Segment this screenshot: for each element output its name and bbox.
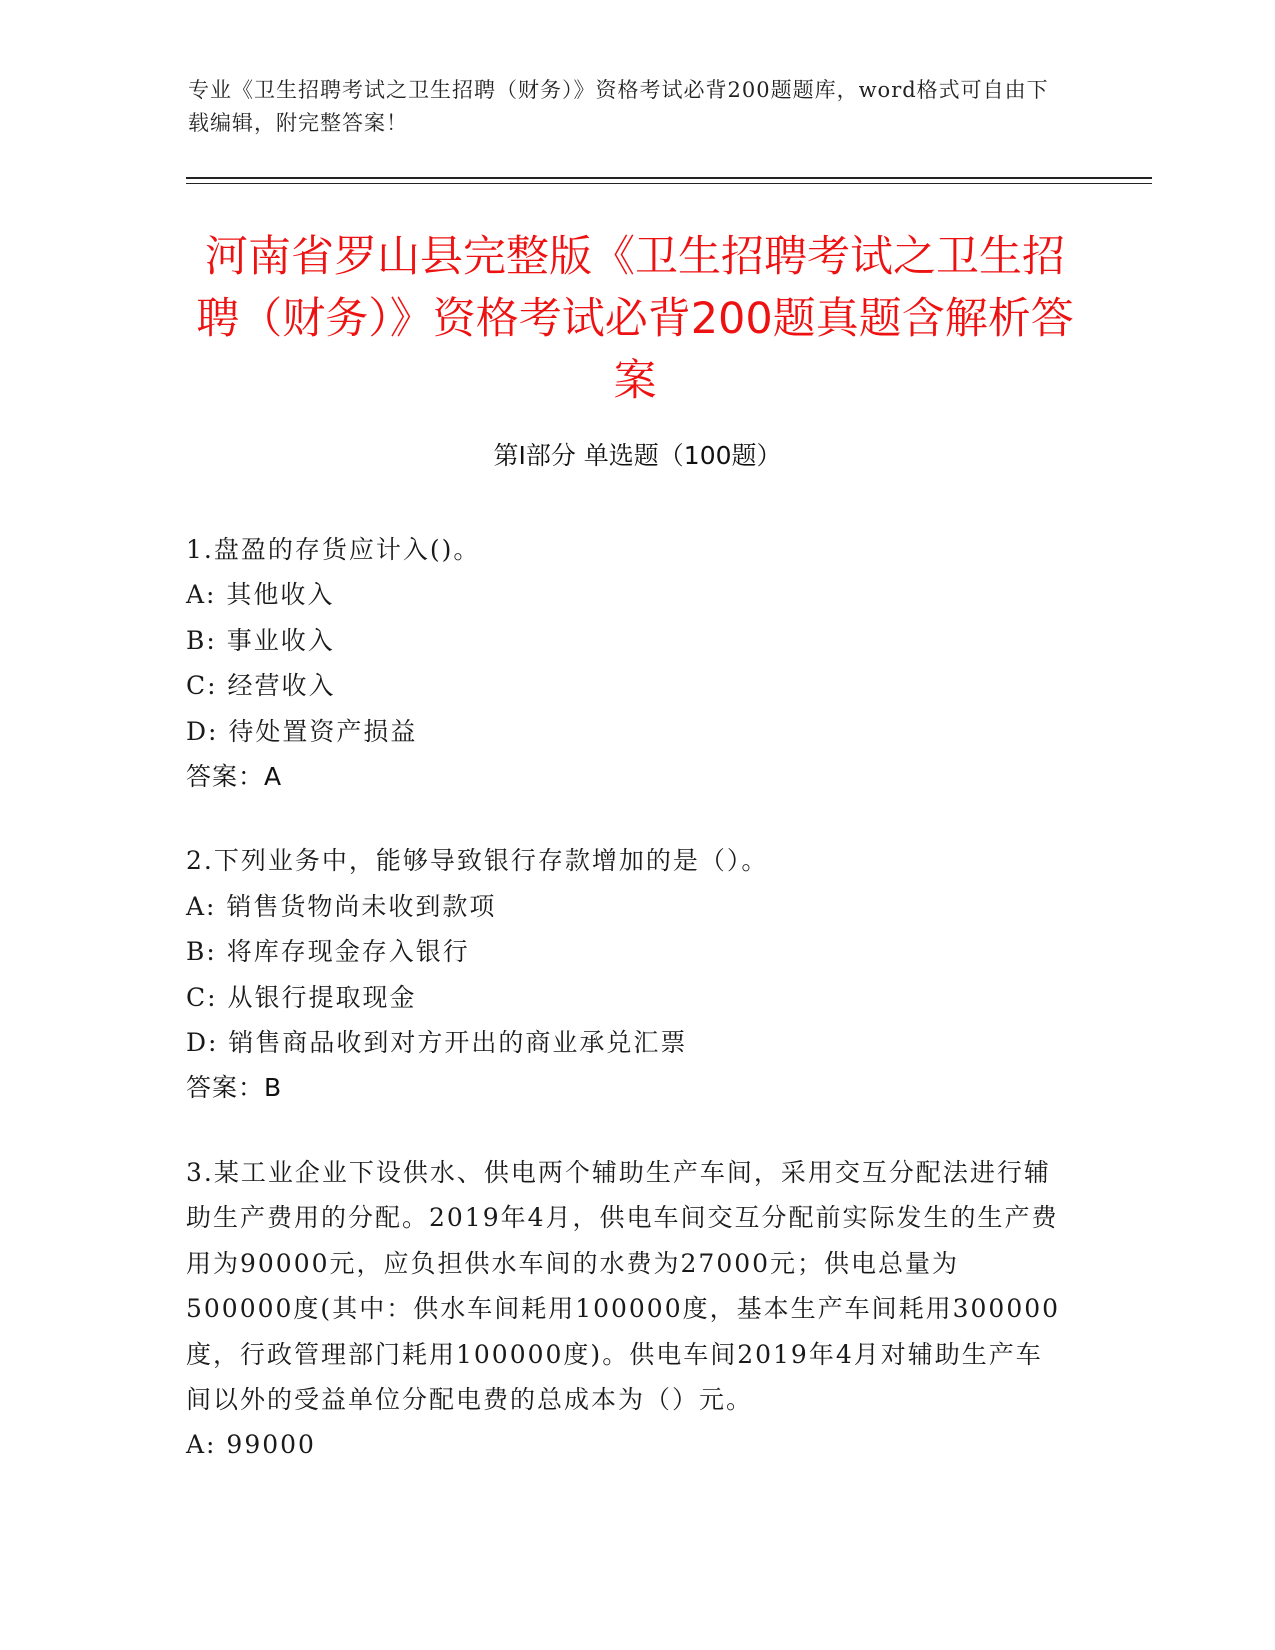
question-list [186, 527, 1086, 1507]
option-b: B: 将库存现金存入银行 [186, 937, 470, 967]
option-a: A: 其他收入 [186, 580, 335, 610]
question-item [186, 838, 1086, 1110]
question-item [186, 527, 1086, 799]
question-stem: 3.某工业企业下设供水、供电两个辅助生产车间，采用交互分配法进行辅助生产费用的分配。2019年4月，供电车间交互分配前实际发生的生产费用为90000元，应负担供水车间的水费为27000元；供电总量为500000度(其中：供水车间耗用100000度，基本生产车间耗用300000度，行政管理部门耗用100000度)。供电车间2019年4月对辅助生产车间以外的受益单位分配电费的总成本为（）元。 [186, 1157, 1061, 1414]
option-c: C: 经营收入 [186, 671, 336, 701]
answer-line: 答案：B [186, 1073, 283, 1103]
question-item [186, 1150, 1086, 1468]
option-b: B: 事业收入 [186, 625, 335, 655]
option-d: D: 销售商品收到对方开出的商业承兑汇票 [186, 1028, 688, 1058]
option-c: C: 从银行提取现金 [186, 982, 417, 1012]
question-stem: 2.下列业务中，能够导致银行存款增加的是（）。 [186, 846, 769, 876]
option-d: D: 待处置资产损益 [186, 716, 418, 746]
option-a: A: 99000 [186, 1430, 316, 1460]
section-heading: 第I部分 单选题（100题） [493, 441, 782, 470]
option-a: A: 销售货物尚未收到款项 [186, 891, 497, 921]
answer-line: 答案：A [186, 762, 283, 792]
header-divider-thin [186, 183, 1152, 184]
document-title: 河南省罗山县完整版《卫生招聘考试之卫生招聘（财务）》资格考试必背200题真题含解析答案 [196, 232, 1074, 406]
document-header-note: 专业《卫生招聘考试之卫生招聘（财务）》资格考试必背200题题库，word格式可自由下载编辑，附完整答案！ [188, 78, 1049, 135]
header-divider-thick [186, 177, 1152, 179]
question-stem: 1.盘盈的存货应计入()。 [186, 535, 481, 564]
